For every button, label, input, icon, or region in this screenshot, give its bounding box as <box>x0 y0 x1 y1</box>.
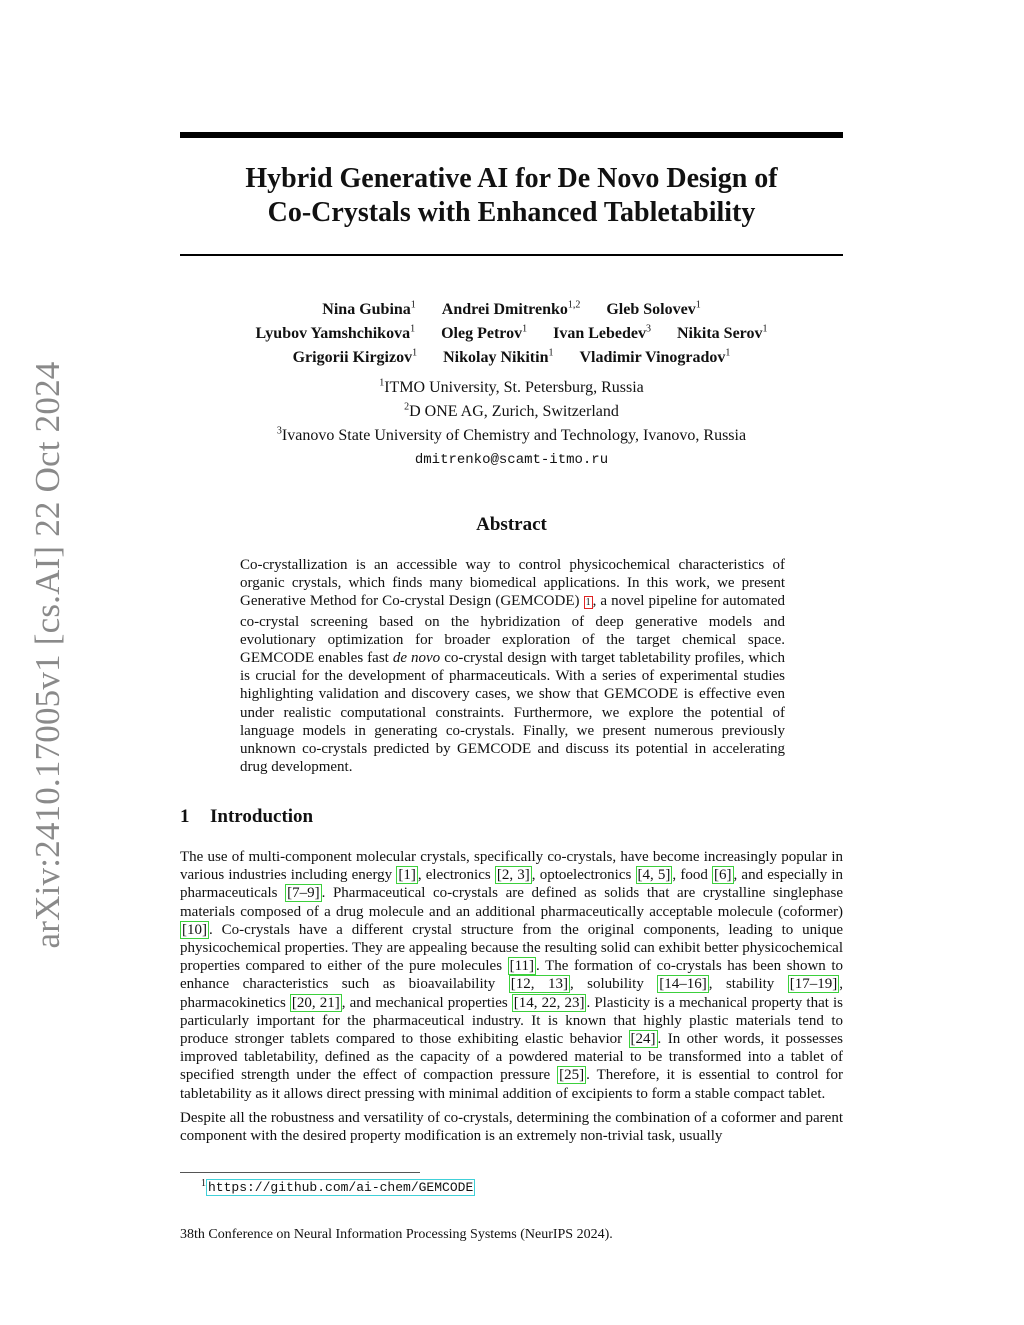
text-run: . In other words, it possesses improved tabletability, defined as the capacity of a powdered material to be transformed into a tablet of specified strength under the effect of compaction pressure <box>180 1031 843 1084</box>
introduction-paragraph-2: Despite all the robustness and versatility of co-crystals, determining the combination of a coformer and parent component with the desired property modification is an extremely non-trivial task, usually <box>180 1109 843 1145</box>
text-run: , optoelectronics <box>531 867 636 884</box>
text-run: . Plasticity is a mechanical property that is particularly important for the pharmaceutical industry. It is known that highly plastic materials tend to produce stronger tablets compared to those exhibiting elastic behavior <box>180 994 843 1048</box>
author: Nina Gubina$^1$ <box>322 299 416 318</box>
text-run: , and mechanical properties <box>341 994 512 1011</box>
abstract-text: Co-crystallization is an accessible way to control physicochemical characteristics of organic crystals, which finds many biomedical applications. In this work, we present Generative Method for Co-crystal Design (GEMCODE) 1 , a novel pipeline for automated co-crystal screening based on the hybridization of deep generative models and evolutionary optimization for broader exploration of the target chemical space. GEMCODE enables fast de novo co-crystal design with target tabletability profiles, which is crucial for the development of pharmaceuticals. With a series of experimental studies highlighting validation and discovery cases, we show that GEMCODE is effective even under realistic computational constraints. Furthermore, we explore the potential of language models in generating co-crystals. Finally, we present numerous previously unknown co-crystals predicted by GEMCODE and discuss its potential in accelerating drug development. <box>240 557 785 776</box>
arxiv-identifier: arXiv:2410.17005v1 [cs.AI] 22 Oct 2024 <box>28 361 67 949</box>
author: Grigorii Kirgizov$^1$ <box>292 347 418 366</box>
text-run: , and especially in pharmaceuticals <box>180 867 844 902</box>
citation-link[interactable]: [24] <box>630 1031 656 1048</box>
author: Vladimir Vinogradov$^1$ <box>579 347 731 366</box>
citation-link[interactable]: [10] <box>182 921 207 938</box>
author-row-2 <box>180 322 843 346</box>
title-bottom-rule <box>180 254 843 256</box>
title-top-rule <box>180 132 843 138</box>
section-heading-introduction <box>180 806 313 828</box>
github-link[interactable]: https://github.com/ai-chem/GEMCODE <box>208 1180 474 1195</box>
citation-link[interactable]: [6] <box>714 867 732 884</box>
citation-link[interactable]: [17–19] <box>789 976 838 993</box>
text-run: The use of multi-component molecular crystals, specifically co-crystals, have become increasingly popular in various industries including energy <box>180 849 843 884</box>
citation-link[interactable]: [11] <box>509 958 535 975</box>
citation-link[interactable]: [14, 22, 23] <box>513 994 585 1011</box>
affiliations <box>180 376 843 472</box>
text-run: , stability <box>708 976 788 993</box>
footnote <box>201 1180 475 1195</box>
title-line-2: Co-Crystals with Enhanced Tabletability <box>267 197 756 228</box>
citation-link[interactable]: [1] <box>398 867 416 884</box>
affiliation: $^1$ITMO University, St. Petersburg, Russia <box>379 377 644 396</box>
text-run: , solubility <box>569 976 658 993</box>
paper-title <box>180 162 843 230</box>
section-title: Introduction <box>210 806 314 827</box>
author: Andrei Dmitrenko$^{1,2}$ <box>441 299 581 318</box>
citation-link[interactable]: [2, 3] <box>496 867 530 884</box>
author-row-3 <box>180 346 843 370</box>
citation-link[interactable]: [4, 5] <box>637 867 671 884</box>
venue-note: 38th Conference on Neural Information Processing Systems (NeurIPS 2024). <box>180 1227 613 1242</box>
introduction-body <box>180 848 843 1151</box>
introduction-paragraph-1 <box>180 848 843 1103</box>
author-list <box>180 298 843 370</box>
text-run: , food <box>672 867 712 884</box>
citation-link[interactable]: [12, 13] <box>510 976 568 993</box>
author: Lyubov Yamshchikova$^1$ <box>255 323 416 342</box>
citation-link[interactable]: [7–9] <box>287 885 320 902</box>
author-row-1 <box>180 298 843 322</box>
abstract-heading: Abstract <box>476 514 547 535</box>
section-number: 1 <box>180 806 190 827</box>
author: Nikolay Nikitin$^1$ <box>443 347 554 366</box>
text-run: . Therefore, it is essential to control for tabletability as it allows direct pressing with minimal addition of excipients to form a stable compact tablet. <box>180 1067 843 1102</box>
footnote-divider <box>180 1172 420 1173</box>
title-line-1: Hybrid Generative AI for De Novo Design of <box>245 163 778 194</box>
author: Gleb Solovev$^1$ <box>606 299 701 318</box>
author: Ivan Lebedev$^3$ <box>553 323 651 342</box>
contact-email[interactable]: dmitrenko@scamt-itmo.ru <box>414 452 609 468</box>
text-run: . Co-crystals have a different crystal structure from the original components, leading to unique physicochemical properties. They are appealing because the resulting solid can exhibit better physicochemical properties compared to either of the pure molecules <box>180 921 843 975</box>
text-run: . The formation of co-crystals has been shown to enhance characteristics such as bioavailability <box>180 958 843 993</box>
affiliation: $^2$D ONE AG, Zurich, Switzerland <box>404 401 619 420</box>
footnote-link[interactable]: 1 <box>585 597 591 609</box>
author: Nikita Serov$^1$ <box>677 323 768 342</box>
text-run: . Pharmaceutical co-crystals are defined as solids that are crystalline singlephase materials composed of a drug molecule and an additional pharmaceutically acceptable molecule (coformer) <box>180 885 844 920</box>
citation-link[interactable]: [14–16] <box>659 976 707 993</box>
author: Oleg Petrov$^1$ <box>441 323 528 342</box>
citation-link[interactable]: [25] <box>559 1067 585 1084</box>
footnote-mark: 1 <box>201 1178 206 1189</box>
text-run: , electronics <box>417 867 495 884</box>
text-run: , pharmacokinetics <box>180 976 843 1011</box>
citation-link[interactable]: [20, 21] <box>291 994 340 1011</box>
affiliation: $^3$Ivanovo State University of Chemistry and Technology, Ivanovo, Russia <box>276 425 747 444</box>
